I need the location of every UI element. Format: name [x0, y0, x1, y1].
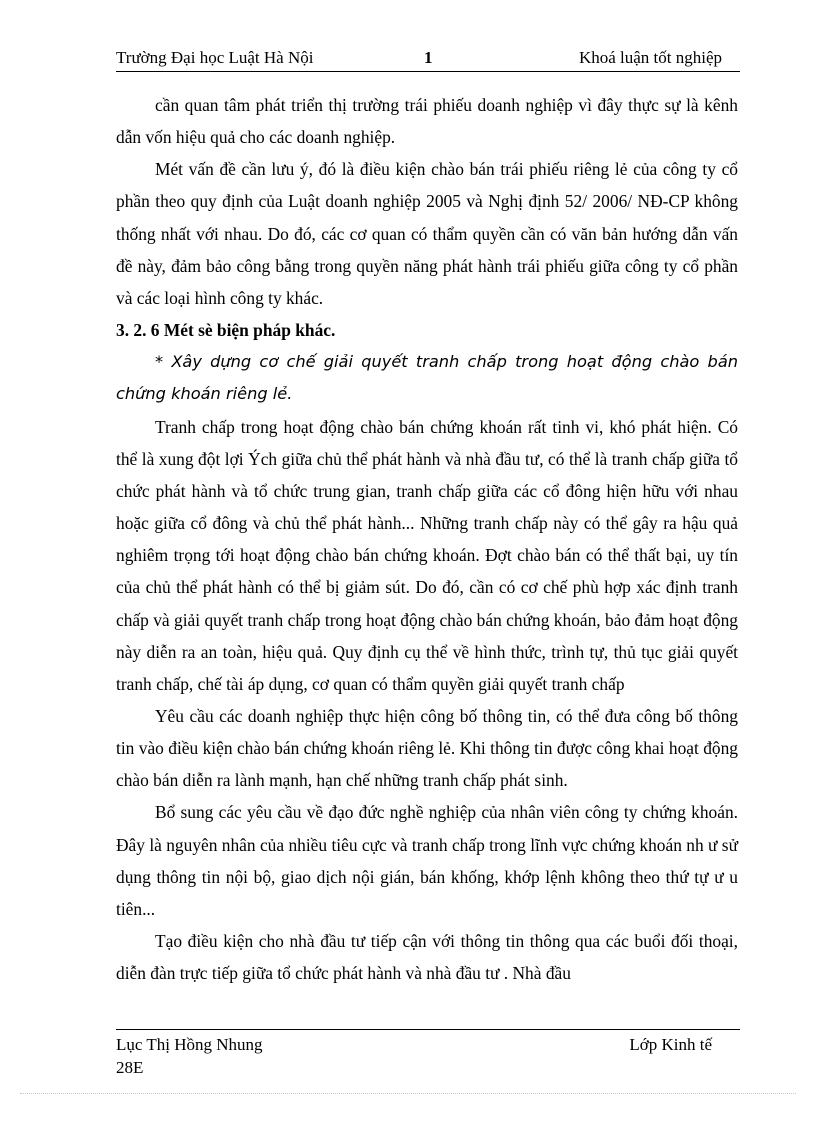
- section-heading: 3. 2. 6 Mét sè biện pháp khác.: [116, 320, 336, 341]
- header-doc-type: Khoá luận tốt nghiệp: [578, 48, 722, 67]
- paragraph-3: Tranh chấp trong hoạt động chào bán chứng khoán rất tinh vi, khó phát hiện. Có thể là xung đột lợi Ých giữa chủ thể phát hành và nhà đầu tư, có thể là tranh chấp giữa tổ chức phát hành và tổ chức trung gian, tranh chấp giữa các cổ đông hiện hữu với nhau hoặc giữa cổ đông và chủ thể phát hành... Những tranh chấp này có thể gây ra hậu quả nghiêm trọng tới hoạt động chào bán chứng khoán. Đợt chào bán có thể thất bại, uy tín của chủ thể phát hành có thể bị giảm sút. Do đó, cần có cơ chế phù hợp xác định tranh chấp và giải quyết tranh chấp trong hoạt động chào bán chứng khoán, bảo đảm hoạt động này diễn ra an toàn, hiệu quả. Quy định cụ thể về hình thức, trình tự, thủ tục giải quyết tranh chấp, chế tài áp dụng, cơ quan có thẩm quyền giải quyết tranh chấp: [116, 416, 738, 694]
- header-page-number: 1: [424, 48, 433, 67]
- paragraph-2: Mét vấn đề cần lưu ý, đó là điều kiện chào bán trái phiếu riêng lẻ của công ty cổ phần theo quy định của Luật doanh nghiệp 2005 và Nghị định 52/ 2006/ NĐ-CP không thống nhất với nhau. Do đó, các cơ quan có thẩm quyền cần có văn bản hướng dẫn vấn đề này, đảm bảo công bằng trong quyền năng phát hành trái phiếu giữa công ty cổ phần và các loại hình công ty khác.: [116, 159, 738, 308]
- footer-class: Lớp Kinh tế: [629, 1035, 712, 1054]
- paragraph-4: Yêu cầu các doanh nghiệp thực hiện công bố thông tin, có thể đưa công bố thông tin vào điều kiện chào bán chứng khoán riêng lẻ. Khi thông tin được công khai hoạt động chào bán diễn ra lành mạnh, hạn chế những tranh chấp phát sinh.: [116, 705, 738, 791]
- page-bottom-edge: [20, 1093, 796, 1094]
- footer-author: Lục Thị Hồng Nhung: [116, 1035, 263, 1054]
- paragraph-6: Tạo điều kiện cho nhà đầu tư tiếp cận với thông tin thông qua các buổi đối thoại, diễn đàn trực tiếp giữa tổ chức phát hành và nhà đầu tư . Nhà đầu: [116, 931, 738, 984]
- footer-class-code: 28E: [116, 1058, 144, 1077]
- italic-subheading: * Xây dựng cơ chế giải quyết tranh chấp trong hoạt động chào bán chứng khoán riêng lẻ.: [116, 352, 738, 404]
- paragraph-1: cần quan tâm phát triển thị trường trái phiếu doanh nghiệp vì đây thực sự là kênh dẫn vốn hiệu quả cho các doanh nghiệp.: [116, 95, 738, 148]
- page-header: [116, 48, 740, 72]
- paragraph-5: Bổ sung các yêu cầu về đạo đức nghề nghiệp của nhân viên công ty chứng khoán. Đây là nguyên nhân của nhiều tiêu cực và tranh chấp trong lĩnh vực chứng khoán nh ư sử dụng thông tin nội bộ, giao dịch nội gián, bán khống, khớp lệnh không theo thứ tự ư u tiên...: [116, 802, 738, 919]
- header-divider: [116, 71, 740, 72]
- document-body: [116, 89, 738, 989]
- header-school: Trường Đại học Luật Hà Nội: [116, 48, 314, 67]
- footer-divider: [116, 1029, 740, 1030]
